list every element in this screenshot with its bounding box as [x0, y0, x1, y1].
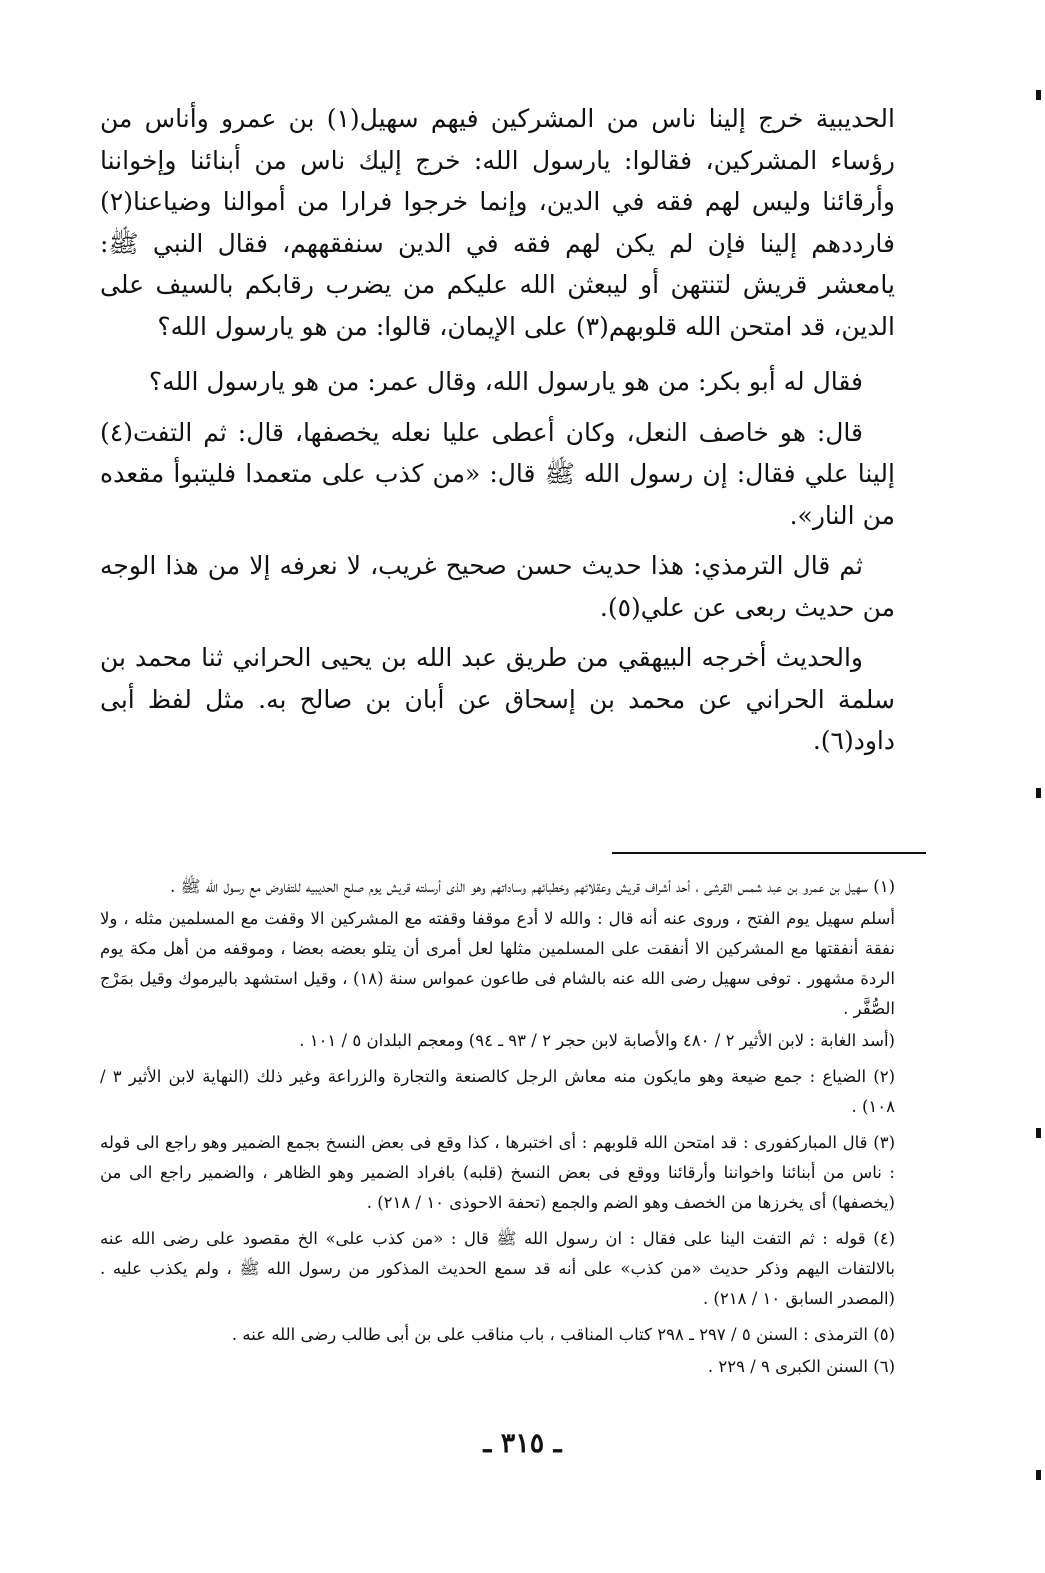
footnote-4: (٤) قوله : ثم التفت الينا على فقال : ان رسول الله ﷺ قال : «من كذب على» الخ مقصود على رضى الله عنه بالالتفات اليهم وذكر حديث «من كذب» على أنه قد سمع الحديث المذكور من رسول الله ﷺ ، ولم يكذب عليه . (المصدر السابق ١٠ / ٢١٨) . — [100, 1229, 895, 1308]
main-paragraph-3: قال: هو خاصف النعل، وكان أعطى عليا نعله يخصفها، قال: ثم التفت(٤) إلينا علي فقال: إن رسول الله ﷺ قال: «من كذب على متعمدا فليتبوأ مقعده من النار». — [100, 417, 895, 530]
page-number: ـ ٣١٥ ـ — [483, 1428, 562, 1459]
footnote-2: (٢) الضياع : جمع ضيعة وهو مايكون منه معاش الرجل كالصنعة والتجارة والزراعة وغير ذلك (النهاية لابن الأثير ٣ / ١٠٨) . — [100, 1067, 895, 1116]
main-paragraph-1: الحديبية خرج إلينا ناس من المشركين فيهم سهيل(١) بن عمرو وأناس من رؤساء المشركين، فقالوا: يارسول الله: خرج إليك ناس من أبنائنا وإخواننا وأرقائنا وليس لهم فقه في الدين، وإنما خرجوا فرارا من أموالنا وضياعنا(٢) فارددهم إلينا فإن لم يكن لهم فقه في الدين سنفقههم، فقال النبي ﷺ: يامعشر قريش لتنتهن أو ليبعثن الله عليكم من يضرب رقابكم بالسيف على الدين، قد امتحن الله قلوبهم(٣) على الإيمان، قالوا: من هو يارسول الله؟ — [100, 104, 895, 341]
main-paragraph-4: ثم قال الترمذي: هذا حديث حسن صحيح غريب، لا نعرفه إلا من هذا الوجه من حديث ربعى عن علي(٥). — [100, 551, 895, 622]
page-edge-mark — [1036, 788, 1041, 798]
footnote-1: (١) سهيل بن عمرو بن عبد شمس القرشى ، أحد أشراف قريش وعقلائهم وخطبائهم وساداتهم وهو الذى أرسلته قريش يوم صلح الحديبيه للتفاوض مع رسول الله ﷺ . — [170, 877, 895, 896]
page-edge-mark — [1036, 1470, 1041, 1480]
footnote-1-continuation: أسلم سهيل يوم الفتح ، وروى عنه أنه قال : والله لا أدع موقفا وقفته مع المشركين الا وقفت مع المسلمين مثله ، ولا نفقة أنفقتها مع المشركين الا أنفقت على المسلمين مثلها لعل أمرى أن يتلو بعضه بعضا ، وموقفه من أهل مكة يوم الردة مشهور . توفى سهيل رضى الله عنه بالشام فى طاعون عمواس سنة (١٨) ، وقيل استشهد باليرموك وقيل بمَرْج الصُّفَّر . — [100, 909, 895, 1018]
footnote-1-source: (أسد الغابة : لابن الأثير ٢ / ٤٨٠ والأصابة لابن حجر ٢ / ٩٣ ـ ٩٤) ومعجم البلدان ٥ / ١٠١ . — [299, 1031, 895, 1050]
main-paragraph-5: والحديث أخرجه البيهقي من طريق عبد الله بن يحيى الحراني ثنا محمد بن سلمة الحراني عن محمد بن إسحاق عن أبان بن صالح به. مثل لفظ أبى داود(٦). — [100, 643, 895, 755]
footnote-3: (٣) قال المباركفورى : قد امتحن الله قلوبهم : أى اختبرها ، كذا وقع فى بعض النسخ بجمع الضمير وهو راجع الى قوله : ناس من أبنائنا واخواننا وأرقائنا ووقع فى بعض النسخ (قلبه) بافراد الضمير وهو الظاهر ، والضمير راجع الى من (يخصفها) أى يخرزها من الخصف وهو الضم والجمع (تحفة الاحوذى ١٠ / ٢١٨) . — [100, 1133, 895, 1212]
footnote-separator — [612, 852, 926, 854]
footnotes-section — [100, 872, 895, 1384]
page-edge-mark — [1036, 90, 1041, 100]
main-paragraph-2: فقال له أبو بكر: من هو يارسول الله، وقال عمر: من هو يارسول الله؟ — [148, 367, 863, 396]
page-edge-mark — [1036, 1128, 1041, 1138]
footnote-5: (٥) الترمذى : السنن ٥ / ٢٩٧ ـ ٢٩٨ كتاب المناقب ، باب مناقب على بن أبى طالب رضى الله عنه . — [231, 1325, 895, 1344]
footnote-6: (٦) السنن الكبرى ٩ / ٢٢٩ . — [707, 1357, 895, 1376]
main-text-body — [100, 98, 895, 771]
